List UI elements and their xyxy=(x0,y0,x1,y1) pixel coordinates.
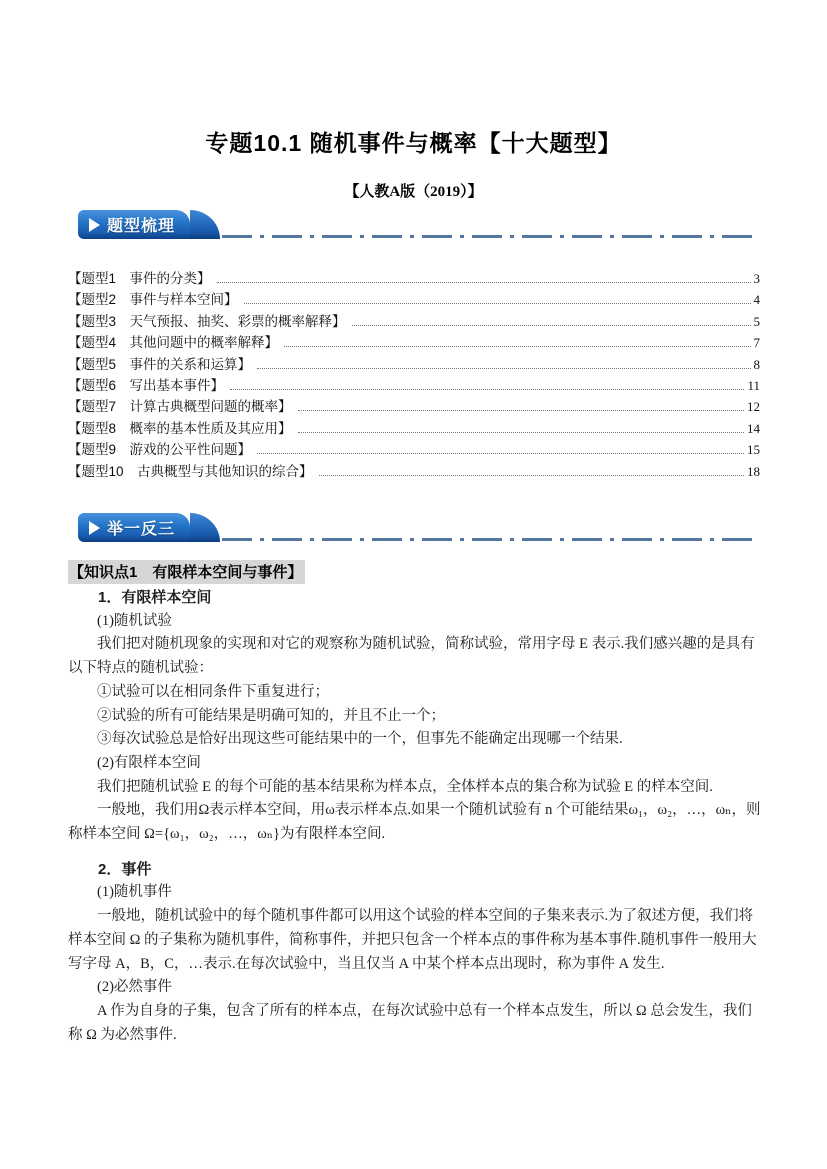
toc-leader xyxy=(257,368,750,369)
toc-page-number: 4 xyxy=(753,292,760,308)
toc-leader xyxy=(230,389,744,390)
toc-leader xyxy=(244,303,751,304)
table-of-contents xyxy=(68,267,760,481)
toc-item-label: 【题型4 其他问题中的概率解释】 xyxy=(68,335,279,351)
toc-item[interactable] xyxy=(68,288,760,309)
toc-item-label: 【题型1 事件的分类】 xyxy=(68,271,211,286)
toc-page-number: 8 xyxy=(753,356,760,372)
toc-leader xyxy=(217,282,751,283)
toc-page-number: 7 xyxy=(753,335,760,351)
paragraph: 一般地，我们用Ω表示样本空间，用ω表示样本点.如果一个随机试验有 n 个可能结果ω₁，ω₂，…，ωₙ，则称样本空间 Ω={ω₁，ω₂，…，ωₙ}为有限样本空间. xyxy=(68,802,761,843)
paragraph: ②试验的所有可能结果是明确可知的，并且不止一个； xyxy=(97,707,445,724)
play-triangle-icon xyxy=(89,218,100,232)
toc-page-number: 11 xyxy=(747,377,760,393)
toc-item[interactable] xyxy=(68,374,760,395)
paragraph-subheading: (1)随机试验 xyxy=(97,612,172,629)
knowledge-point-heading: 【知识点1 有限样本空间与事件】 xyxy=(68,560,305,584)
section-banner-outline xyxy=(78,209,760,239)
paragraph: A 作为自身的子集，包含了所有的样本点，在每次试验中总有一个样本点发生，所以 Ω 总会发生，我们称 Ω 为必然事件. xyxy=(68,1002,752,1043)
paragraph-subheading: (2)必然事件 xyxy=(97,979,172,996)
toc-item-label: 【题型9 游戏的公平性问题】 xyxy=(68,442,252,458)
toc-item-label: 【题型7 计算古典概型问题的概率】 xyxy=(68,399,292,415)
toc-item-label: 【题型2 事件与样本空间】 xyxy=(68,292,238,308)
toc-item[interactable] xyxy=(68,438,760,459)
play-triangle-icon xyxy=(89,521,100,535)
body-content xyxy=(68,586,762,1047)
dash-dot-rule xyxy=(222,235,760,238)
toc-leader xyxy=(319,475,744,476)
toc-item-label: 【题型3 天气预报、抽奖、彩票的概率解释】 xyxy=(68,313,346,329)
toc-item-label: 【题型6 写出基本事件】 xyxy=(68,377,225,393)
banner-label: 举一反三 xyxy=(107,521,176,538)
paragraph-subheading: (2)有限样本空间 xyxy=(97,754,201,771)
toc-page-number: 15 xyxy=(747,442,760,458)
paragraph-numbered-heading: 1．有限样本空间 xyxy=(98,589,212,606)
toc-item[interactable] xyxy=(68,267,760,288)
paragraph-numbered-heading: 2．事件 xyxy=(98,860,152,878)
toc-item[interactable] xyxy=(68,331,760,352)
toc-leader xyxy=(257,453,744,454)
banner-shape xyxy=(78,210,190,239)
banner-label: 题型梳理 xyxy=(107,218,176,235)
toc-page-number: 12 xyxy=(747,399,760,415)
page-title: 专题10.1 随机事件与概率【十大题型】 xyxy=(205,130,622,156)
toc-item-label: 【题型8 概率的基本性质及其应用】 xyxy=(68,420,292,436)
toc-page-number: 3 xyxy=(753,271,760,286)
toc-item[interactable] xyxy=(68,417,760,438)
toc-item[interactable] xyxy=(68,353,760,374)
toc-leader xyxy=(298,432,744,433)
paragraph: 我们把随机试验 E 的每个可能的基本结果称为样本点，全体样本点的集合称为试验 E 的样本空间. xyxy=(97,778,713,795)
toc-leader xyxy=(298,410,744,411)
toc-page-number: 14 xyxy=(747,420,760,436)
dash-dot-rule xyxy=(222,538,760,541)
toc-item[interactable] xyxy=(68,395,760,416)
toc-leader xyxy=(352,325,751,326)
banner-shape xyxy=(78,513,190,542)
page-subtitle: 【人教A版（2019）】 xyxy=(344,184,483,200)
toc-page-number: 18 xyxy=(747,463,760,479)
paragraph: ①试验可以在相同条件下重复进行； xyxy=(97,683,329,700)
toc-leader xyxy=(284,346,750,347)
paragraph-subheading: (1)随机事件 xyxy=(97,884,172,901)
toc-item[interactable] xyxy=(68,460,760,481)
toc-item-label: 【题型10 古典概型与其他知识的综合】 xyxy=(68,463,313,479)
section-banner-practice xyxy=(78,512,760,542)
toc-page-number: 5 xyxy=(753,313,760,329)
paragraph: 我们把对随机现象的实现和对它的观察称为随机试验，简称试验，常用字母 E 表示.我们感兴趣的是具有以下特点的随机试验： xyxy=(68,636,755,677)
toc-item-label: 【题型5 事件的关系和运算】 xyxy=(68,356,252,372)
toc-item[interactable] xyxy=(68,310,760,331)
paragraph: ③每次试验总是恰好出现这些可能结果中的一个，但事先不能确定出现哪一个结果. xyxy=(97,731,623,748)
paragraph: 一般地，随机试验中的每个随机事件都可以用这个试验的样本空间的子集来表示.为了叙述方便，我们将样本空间 Ω 的子集称为随机事件，简称事件，并把只包含一个样本点的事件称为基本事件.随机事件一般用大写字母 A，B，C，…表示.在每次试验中，当且仅当 A 中某个样本点出现时，称为事件 A 发生. xyxy=(68,908,757,972)
